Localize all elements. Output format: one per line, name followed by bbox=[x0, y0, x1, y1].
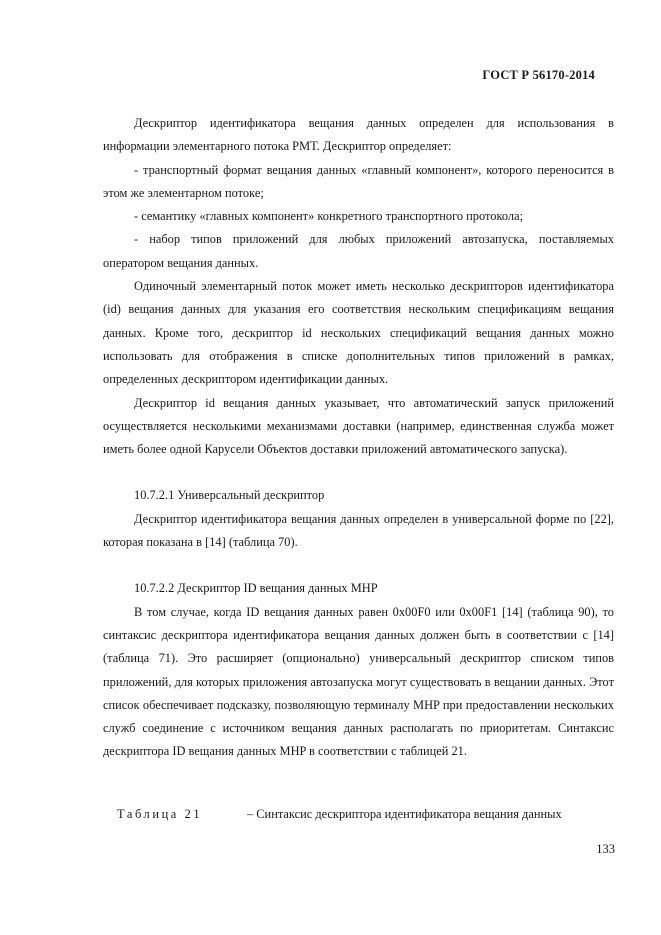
table-caption bbox=[117, 803, 617, 826]
section-heading-mhp: 10.7.2.2 Дескриптор ID вещания данных MHP bbox=[134, 581, 378, 596]
section-heading-universal: 10.7.2.1 Универсальный дескриптор bbox=[134, 488, 325, 503]
document-id-header: ГОСТ Р 56170-2014 bbox=[482, 68, 595, 82]
list-item-transport-format: - транспортный формат вещания данных «главный компонент», которого переносится в этом же элементарном потоке; bbox=[103, 162, 614, 200]
paragraph-descriptor-definition: Дескриптор идентификатора вещания данных определен для использования в информации элементарного потока PMT. Дескриптор определяет: bbox=[103, 116, 614, 154]
paragraph-universal-form: Дескриптор идентификатора вещания данных определен в универсальной форме по [22], которая показана в [14] (таблица 70). bbox=[103, 511, 614, 550]
list-item-semantics: - семантику «главных компонент» конкретного транспортного протокола; bbox=[134, 209, 524, 224]
body-text bbox=[103, 112, 614, 764]
list-item-application-types: - набор типов приложений для любых приложений автозапуска, поставляемых оператором вещания данных. bbox=[103, 232, 614, 270]
table-title: – Синтаксис дескриптора идентификатора вещания данных bbox=[247, 807, 562, 821]
table-label: Таблица 21 bbox=[117, 807, 203, 821]
paragraph-single-stream: Одиночный элементарный поток может иметь несколько дескрипторов идентификатора (id) вещания данных для указания его соответствия нескольким спецификациям вещания данных. Кроме того, дескриптор id нескольких спецификаций вещания данных можно использовать для отображения в списке дополнительных типов приложений в рамках, определенных дескриптором идентификации данных. bbox=[103, 279, 614, 387]
page-number: 133 bbox=[596, 842, 615, 856]
paragraph-autostart: Дескриптор id вещания данных указывает, что автоматический запуск приложений осуществляется несколькими механизмами доставки (например, единственная служба может иметь более одной Карусели Объектов доставки приложений автоматического запуска). bbox=[103, 395, 614, 457]
paragraph-mhp-syntax: В том случае, когда ID вещания данных равен 0x00F0 или 0x00F1 [14] (таблица 90), то синтаксис дескриптора идентификатора вещания данных должен быть в соответствии с [14] (таблица 71). Это расширяет (опционально) универсальный дескриптор списком типов приложений, для которых приложения автозапуска могут существовать в вещании данных. Этот список обеспечивает подсказку, позволяющую терминалу MHP при предоставлении нескольких служб соединение с источником вещания данных располагать по приоритетам. Синтаксис дескриптора ID вещания данных MHP в соответствии с таблицей 21. bbox=[103, 604, 614, 759]
